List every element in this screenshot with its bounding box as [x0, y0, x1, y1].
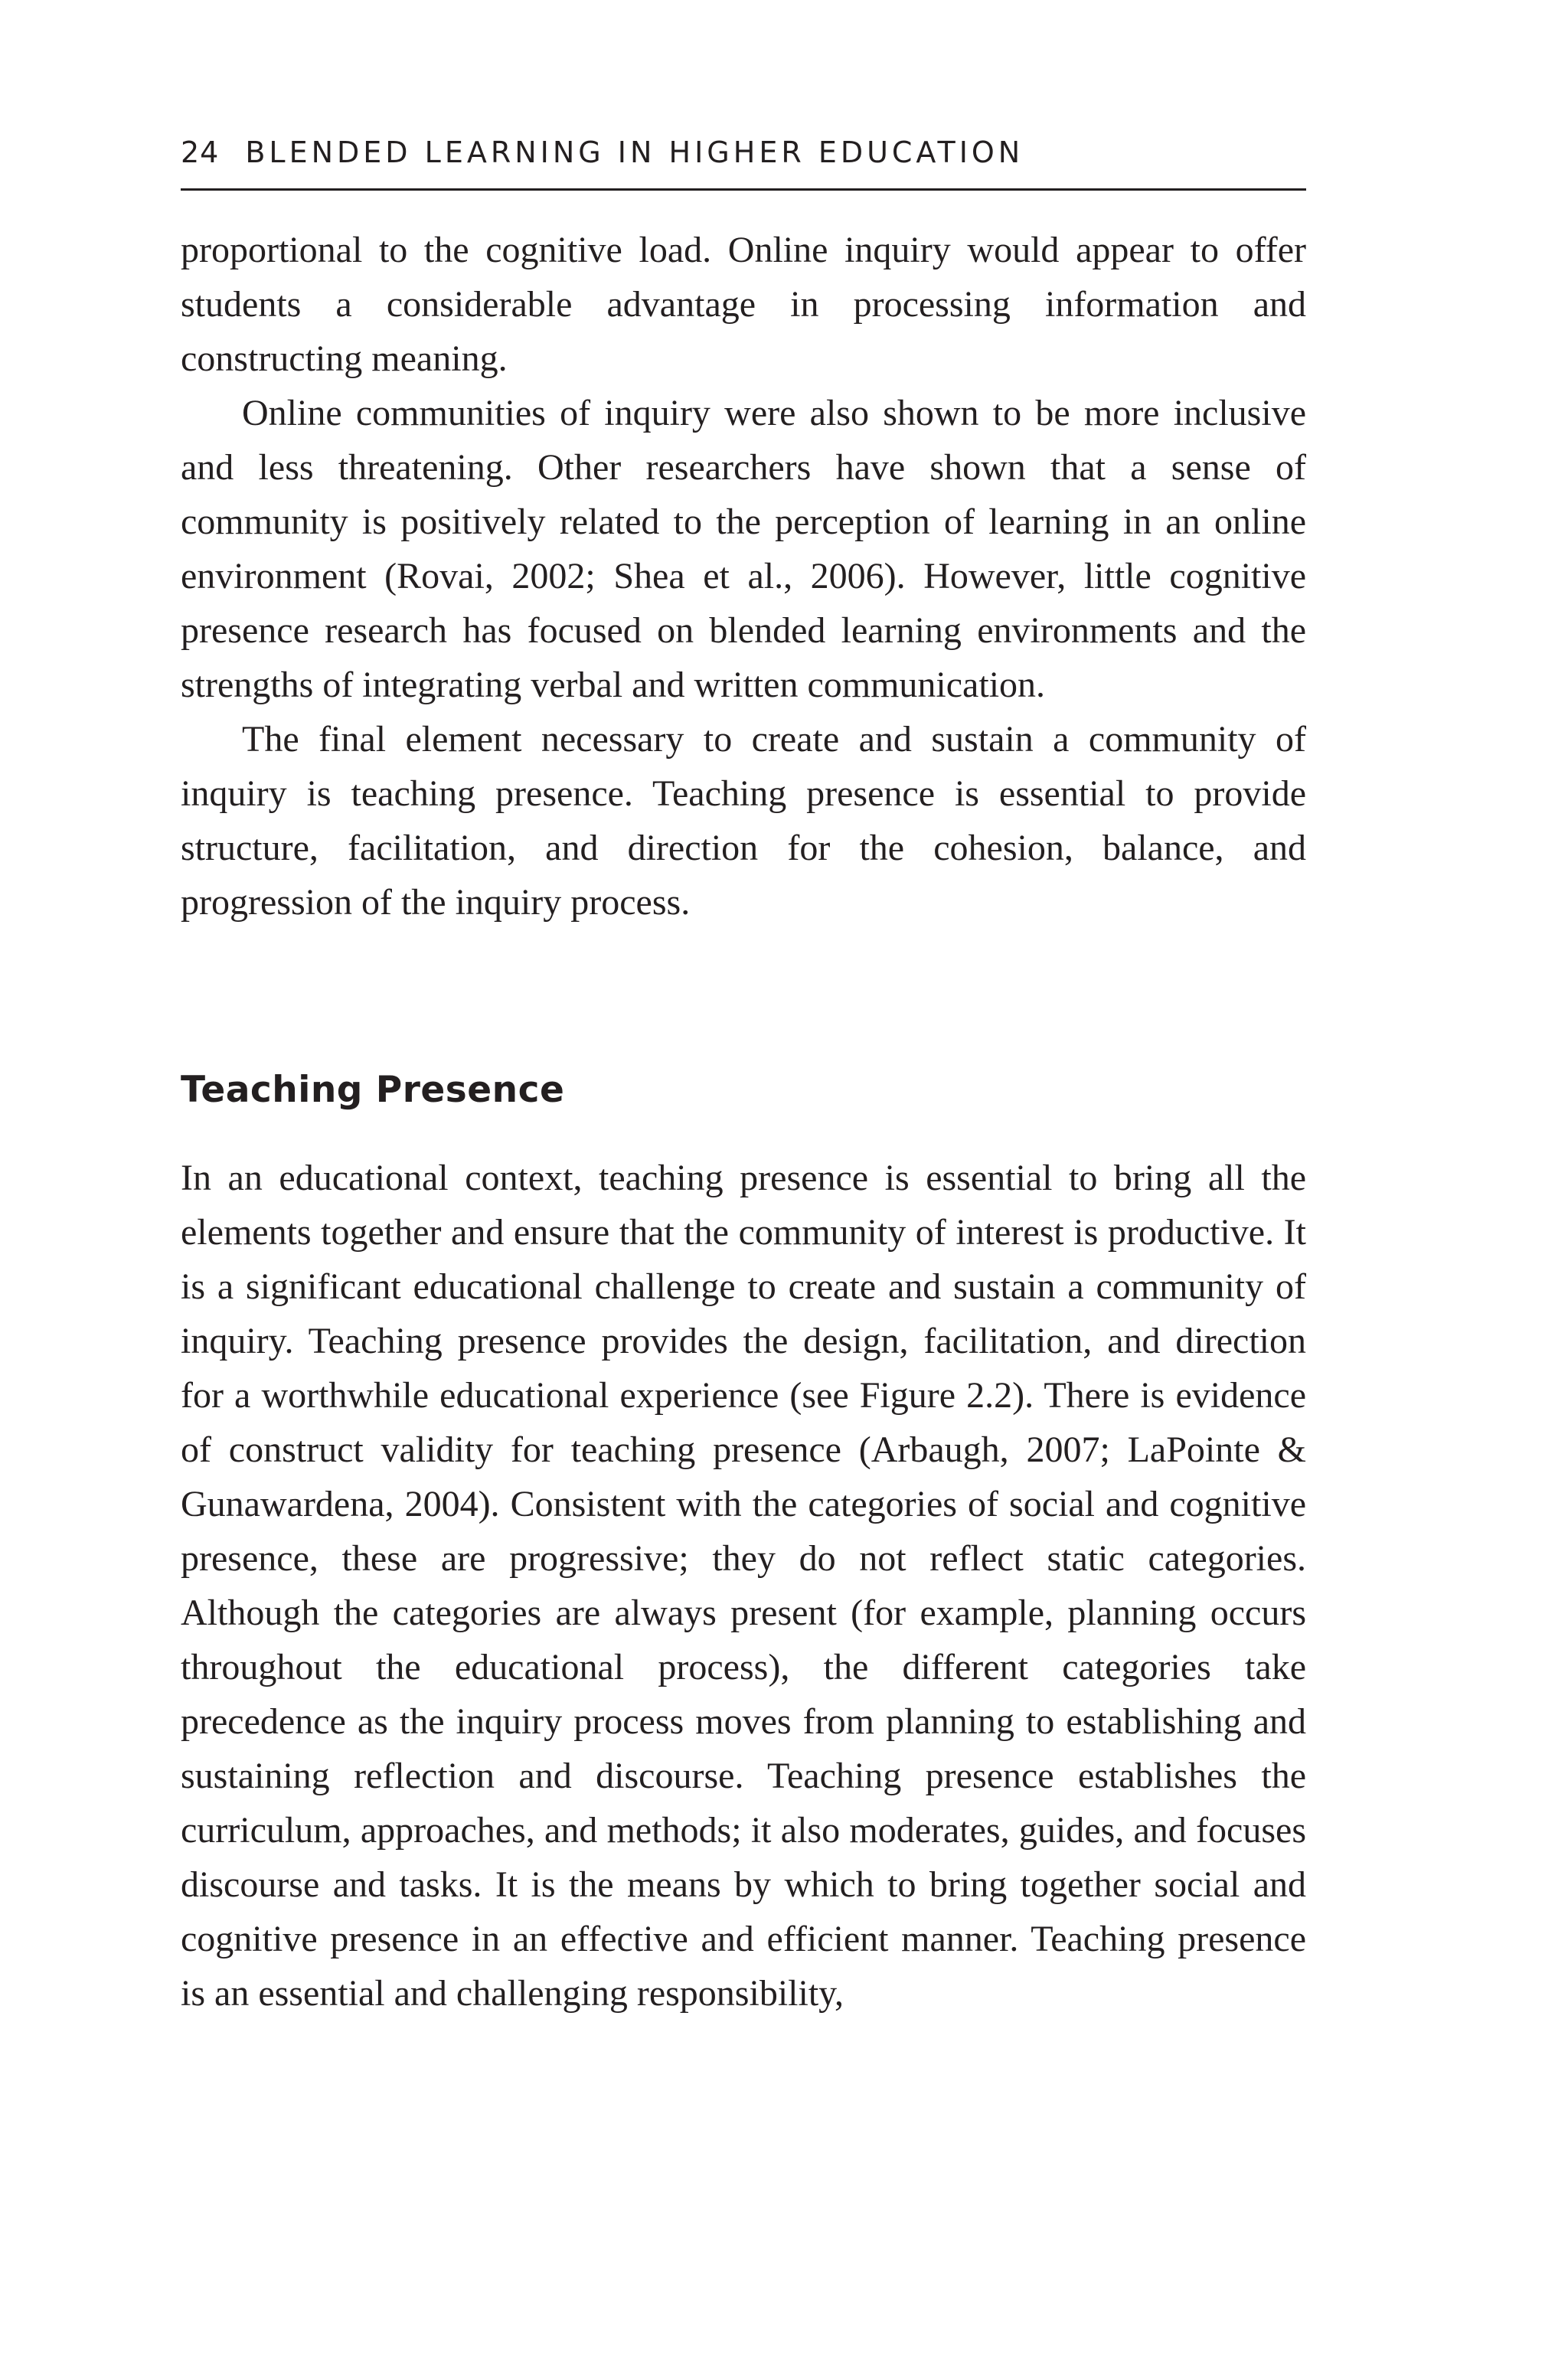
running-head [181, 129, 1306, 176]
opening-text-block [181, 223, 1306, 929]
paragraph-online-communities: Online communities of inquiry were also shown to be more inclusive and less threatening. Other researchers have shown that a sense of community is positively related to the perception of learning in an online environment (Rovai, 2002; Shea et al., 2006). However, little cognitive presence research has focused on blended learning environments and the strengths of integrating verbal and written communication. [181, 393, 1306, 705]
section-text-block [181, 1151, 1306, 2021]
paragraph-continuation: proportional to the cognitive load. Online inquiry would appear to offer students a considerable advantage in processing information and constructing meaning. [181, 230, 1306, 379]
page-number: 24 [181, 136, 220, 169]
running-title: BLENDED LEARNING IN HIGHER EDUCATION [245, 136, 1024, 169]
paragraph-teaching-presence: In an educational context, teaching presence is essential to bring all the elements together and ensure that the community of interest is productive. It is a significant educational challenge to create and sustain a community of inquiry. Teaching presence provides the design, facilitation, and direction for a worthwhile educational experience (see Figure 2.2). There is evidence of construct validity for teaching presence (Arbaugh, 2007; LaPointe & Gunawardena, 2004). Consistent with the categories of social and cognitive presence, these are progressive; they do not reflect static categories. Although the categories are always present (for example, planning occurs throughout the educational process), the different categories take precedence as the inquiry process moves from planning to establishing and sustaining reflection and discourse. Teaching presence establishes the curriculum, approaches, and methods; it also moderates, guides, and focuses discourse and tasks. It is the means by which to bring together social and cognitive presence in an effective and efficient manner. Teaching presence is an essential and challenging responsibility, [181, 1158, 1306, 2014]
paragraph-final-element: The final element necessary to create and sustain a community of inquiry is teaching presence. Teaching presence is essential to provide structure, facilitation, and direction for the cohesion, balance, and progression of the inquiry process. [181, 719, 1306, 923]
section-heading: Teaching Presence [181, 1069, 565, 1111]
header-rule [181, 188, 1306, 191]
